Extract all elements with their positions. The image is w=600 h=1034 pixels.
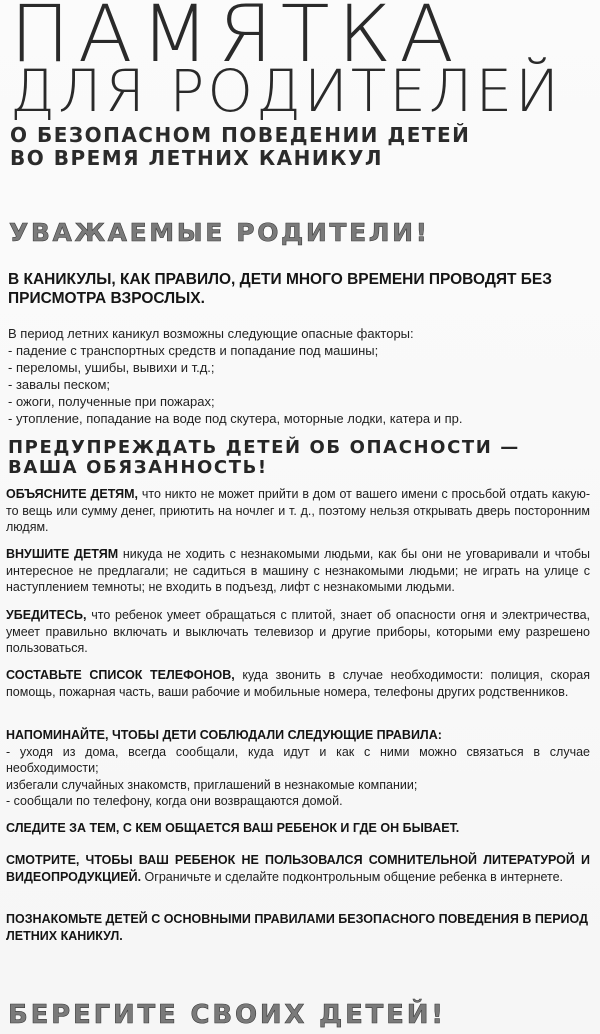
literature-paragraph [6,852,590,885]
section-heading-line-2: ВАША ОБЯЗАННОСТЬ! [8,457,268,478]
paragraph-lead: СМОТРИТЕ, ЧТОБЫ ВАШ РЕБЕНОК НЕ ПОЛЬЗОВАЛСЯ СОМНИТЕЛЬНОЙ ЛИТЕРАТУРОЙ И ВИДЕОПРОДУКЦИЕЙ. [6,853,590,884]
rules-block [6,727,590,810]
rules-heading: НАПОМИНАЙТЕ, ЧТОБЫ ДЕТИ СОБЛЮДАЛИ СЛЕДУЮЩИЕ ПРАВИЛА: [6,728,442,742]
danger-item: - утопление, попадание на воде под скутера, моторные лодки, катера и пр. [8,411,463,426]
rules-list [6,744,590,810]
phones-paragraph [6,667,590,700]
paragraph-text: Ограничьте и сделайте подконтрольным общение ребенка в интернете. [141,869,564,884]
watch-statement: СЛЕДИТЕ ЗА ТЕМ, С КЕМ ОБЩАЕТСЯ ВАШ РЕБЕНОК И ГДЕ ОН БЫВАЕТ. [6,821,460,835]
rule-item: избегали случайных знакомств, приглашений в незнакомые компании; [6,777,418,792]
paragraph-text: куда звонить в случае необходимости: полиция, скорая помощь, пожарная часть, ваши рабочие и мобильные номера, телефоны других родственников. [6,668,590,699]
danger-item: - переломы, ушибы, вывихи и т.д.; [8,360,215,375]
paragraph-lead: ОБЪЯСНИТЕ ДЕТЯМ, [6,487,139,501]
leaflet-topic [10,124,470,170]
ensure-paragraph [6,607,590,657]
leaflet-subtitle: ДЛЯ РОДИТЕЛЕЙ [10,57,562,125]
paragraph-text: никуда не ходить с незнакомыми людьми, как бы они не уговаривали и чтобы интересное не предлагали; не садиться в машину с незнакомыми людьми; не играть на улице с наступлением темноты; не входить в подъезд, лифт с незнакомыми людьми. [6,547,590,594]
closing-statement: ПОЗНАКОМЬТЕ ДЕТЕЙ С ОСНОВНЫМИ ПРАВИЛАМИ БЕЗОПАСНОГО ПОВЕДЕНИЯ В ПЕРИОД ЛЕТНИХ КАНИКУЛ. [6,912,588,943]
dangers-intro: В период летних каникул возможны следующие опасные факторы: [8,326,414,341]
paragraph-lead: УБЕДИТЕСЬ, [6,608,87,622]
greeting-heading: УВАЖАЕМЫЕ РОДИТЕЛИ! [9,218,430,247]
paragraph-text: что ребенок умеет обращаться с плитой, знает об опасности огня и электричества, умеет правильно включать и выключать телевизор и другие приборы, которыми ему разрешено пользоваться. [6,608,590,655]
footer-slogan: БЕРЕГИТЕ СВОИХ ДЕТЕЙ! [8,1000,446,1030]
danger-item: - завалы песком; [8,377,111,392]
rule-item: - уходя из дома, всегда сообщали, куда идут и как с ними можно связаться в случае необходимости; [6,744,590,775]
section-heading-line-1: ПРЕДУПРЕЖДАТЬ ДЕТЕЙ ОБ ОПАСНОСТИ — [8,437,520,458]
lead-statement: В КАНИКУЛЫ, КАК ПРАВИЛО, ДЕТИ МНОГО ВРЕМЕНИ ПРОВОДЯТ БЕЗ ПРИСМОТРА ВЗРОСЛЫХ. [8,271,552,307]
topic-line-2: ВО ВРЕМЯ ЛЕТНИХ КАНИКУЛ [10,146,383,170]
instill-paragraph [6,546,590,596]
danger-item: - ожоги, полученные при пожарах; [8,394,215,409]
leaflet-title: ПАМЯТКА [10,0,462,80]
explain-paragraph [6,486,590,536]
dangers-list [8,342,588,427]
dangers-block [8,325,588,427]
paragraph-text: что никто не может прийти в дом от вашего имени с просьбой отдать какую-то вещь или сумму денег, приютить на ночлег и т. д., поэтому нельзя открывать дверь посторонним людям. [6,487,590,534]
paragraph-lead: ВНУШИТЕ ДЕТЯМ [6,547,119,561]
paragraph-lead: СОСТАВЬТЕ СПИСОК ТЕЛЕФОНОВ, [6,668,235,682]
topic-line-1: О БЕЗОПАСНОМ ПОВЕДЕНИИ ДЕТЕЙ [10,123,471,147]
danger-item: - падение с транспортных средств и попадание под машины; [8,343,379,358]
section-heading [8,438,520,478]
rule-item: - сообщали по телефону, когда они возвращаются домой. [6,794,343,808]
